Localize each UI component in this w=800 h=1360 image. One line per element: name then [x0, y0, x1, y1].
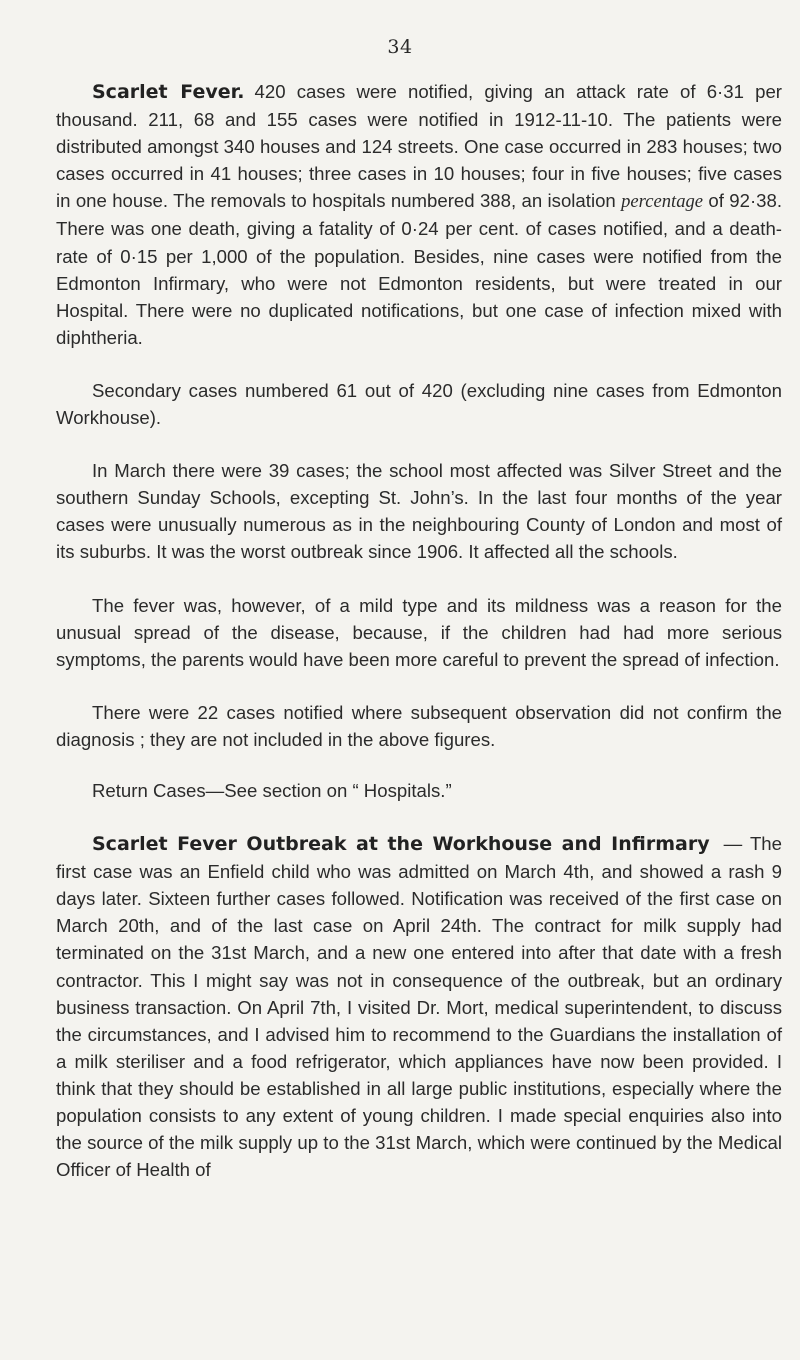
percentage-word: percentage: [621, 191, 704, 213]
scarlet-fever-text-a: 420 cases were notified, giving an attack rate of 6·31 per thousand. 211, 68 and 155 cases were notified in 1912-11-10. The patients were distributed amongst 340 houses and 124 streets. One case occurred in 283 houses; two cases occurred in 41 houses; three cases in 10 houses; four in five houses; five cases in one house. The removals to hospitals numbered 388, an isolation: [56, 81, 783, 212]
page-body: [56, 78, 782, 1183]
not-confirmed-paragraph: There were 22 cases notified where subsequent observation did not confirm the diagnosis ; they are not included in the above figures.: [56, 701, 782, 750]
outbreak-text: The first case was an Enfield child who was admitted on March 4th, and showed a rash 9 days later. Sixteen further cases followed. Notification was received of the first case on March 20th, and of the last case on April 24th. The contract for milk supply had terminated on the 31st March, and a new one entered into after that date with a fresh contractor. This I might say was not in consequence of the outbreak, but an ordinary business transaction. On April 7th, I visited Dr. Mort, medical superintendent, to discuss the circumstances, and I advised him to recommend to the Guardians the installation of a milk steriliser and a food refrigerator, which appliances have now been provided. I think that they should be established in all large public institutions, especially where the population consists to any extent of young children. I made special enquiries also into the source of the milk supply up to the 31st March, which were continued by the Medical Officer of Health of: [56, 833, 782, 1181]
outbreak-paragraph: [56, 830, 782, 1183]
scarlet-fever-paragraph: [56, 78, 782, 351]
march-cases-paragraph: In March there were 39 cases; the school most affected was Silver Street and the southern Sunday Schools, excepting St. John’s. In the last four months of the year cases were unusually numerous as in the neighbouring County of London and most of its suburbs. It was the worst outbreak since 1906. It affected all the schools.: [56, 460, 782, 563]
scarlet-fever-heading: Scarlet Fever.: [92, 81, 245, 103]
scarlet-fever-text-b: of 92·38. There was one death, giving a fatality of 0·24 per cent. of cases notified, and a death-rate of 0·15 per 1,000 of the population. Besides, nine cases were notified from the Edmonton Infirmary, who were not Edmonton residents, but were treated in our Hospital. There were no duplicated notifications, but one case of infection mixed with diphtheria.: [56, 190, 782, 348]
outbreak-dash: —: [723, 833, 743, 855]
secondary-cases-paragraph: Secondary cases numbered 61 out of 420 (excluding nine cases from Edmonton Workhouse).: [56, 379, 782, 429]
page-number: 34: [387, 36, 413, 58]
return-cases-paragraph: Return Cases—See section on “ Hospitals.”: [92, 779, 452, 801]
mild-type-paragraph: The fever was, however, of a mild type and its mildness was a reason for the unusual spread of the disease, because, if the children had had more serious symptoms, the parents would have been more careful to prevent the spread of infection.: [56, 594, 782, 670]
outbreak-heading: Scarlet Fever Outbreak at the Workhouse and Infirmary: [92, 833, 710, 856]
